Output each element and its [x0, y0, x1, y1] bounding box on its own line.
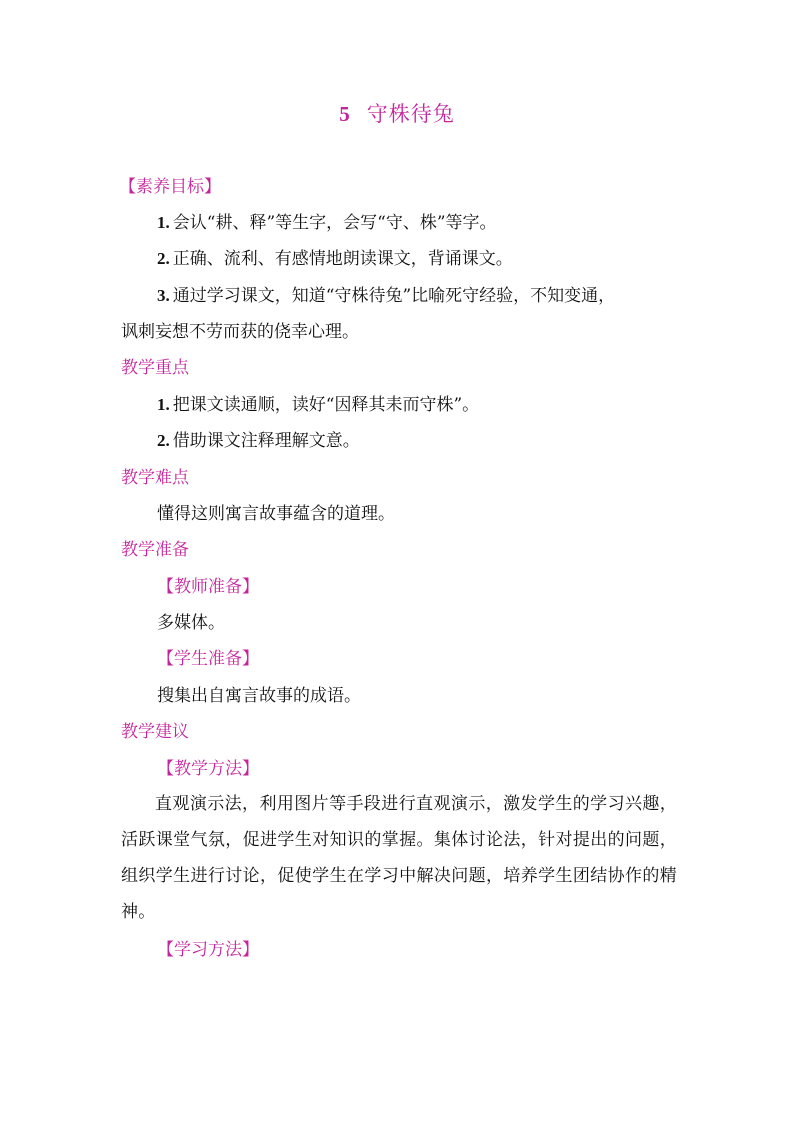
lesson-title-text: 守株待兔: [366, 102, 455, 126]
learning-method-heading: 【学习方法】: [157, 940, 259, 960]
goal-item-1: [157, 212, 497, 234]
teacher-prep-text: 多媒体。: [157, 613, 225, 633]
section-goals-heading: 【素养目标】: [119, 177, 221, 197]
goal-item-3-continuation: 讽刺妄想不劳而获的侥幸心理。: [121, 322, 359, 342]
teaching-method-paragraph: 直观演示法，利用图片等手段进行直观演示，激发学生的学习兴趣，活跃课堂气氛，促进学生对知识的掌握。集体讨论法，针对提出的问题，组织学生进行讨论，促使学生在学习中解决问题，培养学生团结协作的精神。: [121, 794, 677, 922]
section-suggestions-heading: 教学建议: [121, 722, 189, 742]
goal-item-2-text: 正确、流利、有感情地朗读课文，背诵课文。: [172, 249, 513, 269]
goal-item-3-text: 通过学习课文，知道“守株待兔”比喻死守经验，不知变通，: [172, 286, 616, 306]
goal-item-2-number: 2.: [157, 249, 170, 268]
goal-item-1-text: 会认“耕、释”等生字，会写“守、株”等字。: [172, 213, 497, 233]
key-point-item-2-text: 借助课文注释理解文意。: [172, 431, 360, 451]
goal-item-3: [157, 285, 615, 307]
section-preparation-heading: 教学准备: [121, 540, 189, 560]
section-key-points-heading: 教学重点: [121, 358, 189, 378]
key-point-item-2-number: 2.: [157, 431, 170, 450]
difficulty-text: 懂得这则寓言故事蕴含的道理。: [157, 504, 395, 524]
goal-item-1-number: 1.: [157, 213, 170, 232]
key-point-item-1-text: 把课文读通顺，读好“因释其耒而守株”。: [172, 395, 480, 415]
lesson-title: [0, 98, 794, 128]
teaching-method-heading: 【教学方法】: [157, 759, 259, 779]
section-difficulties-heading: 教学难点: [121, 468, 189, 488]
key-point-item-2: [157, 430, 360, 452]
student-prep-text: 搜集出自寓言故事的成语。: [157, 686, 361, 706]
key-point-item-1-number: 1.: [157, 395, 170, 414]
goal-item-2: [157, 248, 513, 270]
key-point-item-1: [157, 394, 479, 416]
student-prep-heading: 【学生准备】: [157, 649, 259, 669]
lesson-number: 5: [339, 102, 351, 126]
goal-item-3-number: 3.: [157, 286, 170, 305]
teacher-prep-heading: 【教师准备】: [157, 577, 259, 597]
